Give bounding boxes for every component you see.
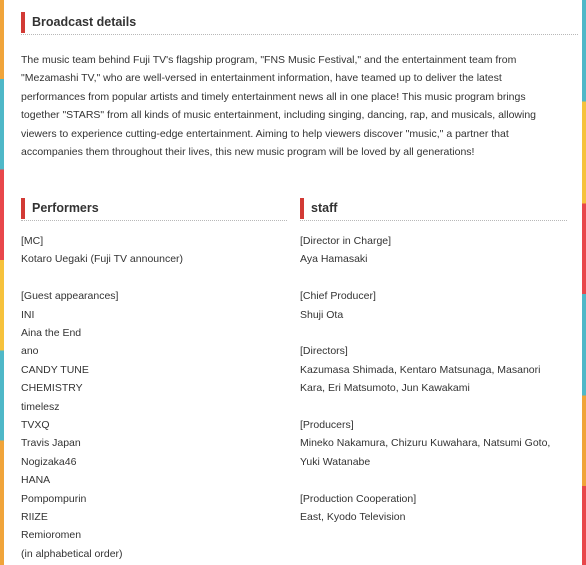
alphabetical-order-note: (in alphabetical order) (21, 547, 123, 560)
broadcast-description: The music team behind Fuji TV's flagship program, "FNS Music Festival," and the entertainment team from "Mezamashi TV," who are well-versed in entertainment information, have teamed up to deliver the latest performances from popular artists and timely entertainment news all in one place! This music program brings together "STARS" from all kinds of music entertainment, including singing, dancing, rap, and musicals, allowing viewers to experience cutting-edge entertainment. Aiming to help viewers discover "music," a partner that accompanies them throughout their lives, this new music program will be loved by all generations! (21, 54, 537, 159)
heading-accent-bar (21, 12, 25, 33)
spacer (300, 269, 567, 287)
guest-item: HANA (21, 474, 51, 487)
spacer (300, 324, 567, 342)
chief-producer-name: Shuji Ota (300, 308, 344, 321)
guest-item: Remioromen (21, 529, 82, 542)
mc-name: Kotaro Uegaki (Fuji TV announcer) (21, 253, 184, 266)
guest-item: ano (21, 345, 39, 358)
guest-item: Pompompurin (21, 492, 87, 505)
performers-title: Performers (32, 201, 99, 215)
producers-label: [Producers] (300, 419, 354, 432)
guest-item: TVXQ (21, 419, 50, 432)
staff-section (300, 196, 567, 526)
performers-list (21, 232, 287, 563)
heading-accent-bar (300, 198, 304, 219)
director-in-charge-name: Aya Hamasaki (300, 253, 368, 266)
heading-accent-bar (21, 198, 25, 219)
guest-item: Travis Japan (21, 437, 81, 450)
guest-item: Aina the End (21, 327, 82, 340)
left-decorative-stripe (0, 0, 4, 565)
spacer (300, 471, 567, 489)
right-decorative-stripe (582, 0, 586, 565)
guest-item: CANDY TUNE (21, 363, 89, 376)
director-in-charge-label: [Director in Charge] (300, 235, 392, 247)
guest-item: RIIZE (21, 511, 48, 524)
chief-producer-label: [Chief Producer] (300, 290, 376, 303)
directors-names-line: Kazumasa Shimada, Kentaro Matsunaga, Masanori (300, 363, 541, 376)
production-cooperation-label: [Production Cooperation] (300, 492, 417, 505)
guest-item: Nogizaka46 (21, 455, 77, 468)
performers-section (21, 196, 287, 563)
staff-list (300, 232, 567, 526)
staff-title: staff (311, 201, 338, 215)
spacer (21, 269, 287, 287)
directors-names-line: Kara, Eri Matsumoto, Jun Kawakami (300, 382, 470, 395)
staff-heading (300, 196, 567, 221)
guest-label: [Guest appearances] (21, 290, 119, 303)
producers-names-line: Yuki Watanabe (300, 455, 371, 468)
spacer (300, 398, 567, 416)
guest-item: timelesz (21, 400, 60, 413)
broadcast-details-title: Broadcast details (32, 15, 137, 29)
guest-item: INI (21, 308, 35, 321)
broadcast-details-heading (21, 10, 578, 35)
production-cooperation-names: East, Kyodo Television (300, 511, 406, 524)
directors-label: [Directors] (300, 345, 348, 358)
producers-names-line: Mineko Nakamura, Chizuru Kuwahara, Natsumi Goto, (300, 437, 551, 450)
mc-label: [MC] (21, 235, 44, 247)
performers-heading (21, 196, 287, 221)
guest-item: CHEMISTRY (21, 382, 83, 395)
